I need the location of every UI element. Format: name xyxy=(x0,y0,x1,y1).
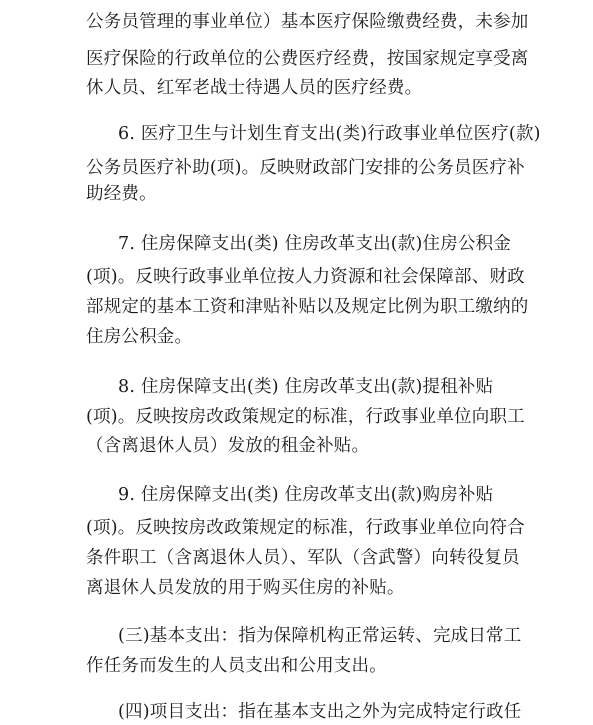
text-line: 休人员、红军老战士待遇人员的医疗经费。 xyxy=(86,78,423,98)
text-line: 医疗保险的行政单位的公费医疗经费，按国家规定享受离 xyxy=(86,49,529,69)
text-line: 住房公积金。 xyxy=(86,327,193,347)
text-line: (项)。反映按房改政策规定的标准，行政事业单位向职工 xyxy=(86,407,525,427)
text-line: 助经费。 xyxy=(86,184,157,204)
text-line: 作任务而发生的人员支出和公用支出。 xyxy=(86,656,387,676)
text-line: 离退休人员发放的用于购买住房的补贴。 xyxy=(86,578,405,598)
text-line: 7. 住房保障支出(类) 住房改革支出(款)住房公积金 xyxy=(118,234,512,254)
text-line: 条件职工（含离退休人员）、军队（含武警）向转役复员 xyxy=(86,548,520,568)
text-line: (项)。反映按房改政策规定的标准，行政事业单位向符合 xyxy=(86,518,525,538)
text-line: 部规定的基本工资和津贴补贴以及规定比例为职工缴纳的 xyxy=(86,297,529,317)
text-line: (项)。反映行政事业单位按人力资源和社会保障部、财政 xyxy=(86,267,525,287)
text-line: 9. 住房保障支出(类) 住房改革支出(款)购房补贴 xyxy=(118,485,494,505)
text-line: (三)基本支出：指为保障机构正常运转、完成日常工 xyxy=(118,626,522,646)
text-line: （含离退休人员）发放的租金补贴。 xyxy=(86,436,370,456)
text-line: 8. 住房保障支出(类) 住房改革支出(款)提租补贴 xyxy=(118,377,494,397)
text-line: 6. 医疗卫生与计划生育支出(类)行政事业单位医疗(款) xyxy=(118,124,541,144)
text-line: 公务员管理的事业单位）基本医疗保险缴费经费，未参加 xyxy=(86,12,529,32)
text-line: (四)项目支出：指在基本支出之外为完成特定行政任 xyxy=(118,702,522,722)
text-line: 公务员医疗补助(项)。反映财政部门安排的公务员医疗补 xyxy=(86,158,525,178)
